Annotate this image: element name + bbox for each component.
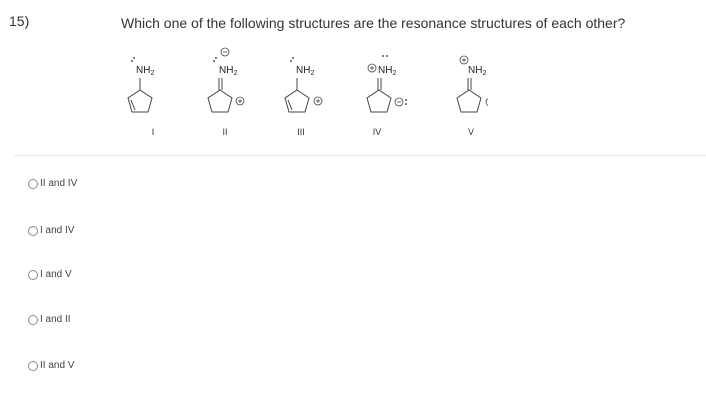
option-label: I and V: [40, 269, 72, 280]
option-label: I and II: [40, 314, 71, 325]
structure-2: [190, 40, 260, 140]
structure-3-label: III: [297, 127, 305, 137]
radio-button[interactable]: [28, 270, 38, 280]
svg-text:NH2: $NH_2$: [468, 65, 487, 77]
structure-1-label: I: [151, 127, 155, 137]
divider: [14, 155, 706, 156]
structure-4: [342, 40, 412, 140]
radio-button[interactable]: [28, 179, 38, 189]
structure-5-drawing: [418, 40, 488, 130]
structure-4-label: IV: [372, 127, 382, 137]
radio-button[interactable]: [28, 226, 38, 236]
option-ii-and-iv[interactable]: [28, 178, 77, 189]
option-i-and-ii[interactable]: [28, 314, 71, 325]
structure-1-drawing: [118, 40, 188, 130]
question-number: 15): [9, 13, 30, 29]
structure-4-drawing: [342, 40, 412, 130]
option-label: II and V: [40, 360, 75, 371]
structure-2-label: II: [222, 127, 228, 137]
question-text: Which one of the following structures are the resonance structures of each other?: [121, 15, 626, 31]
structure-3-drawing: [266, 40, 336, 130]
radio-button[interactable]: [28, 361, 38, 371]
svg-text:NH2: $NH_2$: [219, 65, 238, 77]
structure-1: [118, 40, 188, 140]
svg-text:NH2: $NH_2$: [136, 65, 155, 77]
structure-5: [418, 40, 488, 140]
svg-text:NH2: $NH_2$: [296, 65, 315, 77]
option-i-and-v[interactable]: [28, 269, 72, 280]
option-i-and-iv[interactable]: [28, 225, 74, 236]
option-label: I and IV: [40, 225, 75, 236]
structure-3: [266, 40, 336, 140]
structure-5-label: V: [467, 127, 474, 137]
svg-text:NH2: $NH_2$: [378, 65, 397, 77]
structure-2-drawing: [190, 40, 260, 130]
radio-button[interactable]: [28, 315, 38, 325]
structures-figure: [0, 40, 706, 140]
option-label: II and IV: [40, 178, 78, 189]
option-ii-and-v[interactable]: [28, 360, 74, 371]
